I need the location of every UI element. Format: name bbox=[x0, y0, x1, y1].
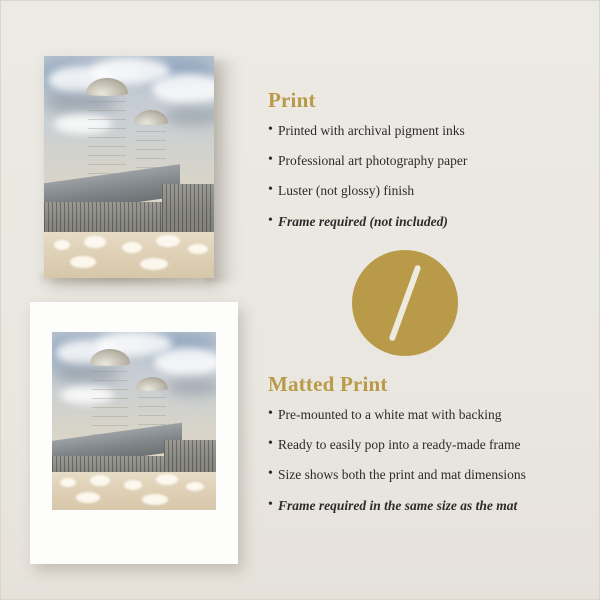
cloud bbox=[164, 106, 214, 126]
list-item-label: Frame required (not included) bbox=[278, 213, 448, 229]
bullet-marker: • bbox=[268, 466, 273, 482]
list-item-label: Luster (not glossy) finish bbox=[278, 183, 415, 199]
list-item-label: Pre-mounted to a white mat with backing bbox=[278, 407, 502, 422]
bullet-marker: • bbox=[268, 406, 273, 421]
silo-large bbox=[88, 92, 126, 184]
matted-print-section-title: Matted Print bbox=[268, 372, 388, 396]
field bbox=[52, 472, 216, 510]
silo-large bbox=[92, 362, 128, 440]
bullet-marker: • bbox=[268, 212, 273, 228]
list-item bbox=[268, 213, 582, 231]
cloud bbox=[166, 378, 216, 396]
bullet-marker: • bbox=[268, 436, 273, 452]
list-item-label: Frame required in the same size as the mat bbox=[278, 497, 518, 513]
bullet-marker: • bbox=[268, 496, 273, 512]
silo-small-dome bbox=[134, 110, 168, 125]
list-item bbox=[268, 182, 582, 200]
cloud bbox=[154, 348, 216, 376]
list-item bbox=[268, 152, 582, 170]
unframed-print-image bbox=[44, 56, 214, 278]
silo-small-dome bbox=[136, 377, 168, 391]
list-item bbox=[268, 436, 582, 454]
list-item bbox=[268, 497, 582, 515]
print-feature-list bbox=[268, 122, 582, 243]
barn-photograph bbox=[44, 56, 214, 278]
matted-print-mount bbox=[30, 302, 238, 564]
bullet-marker: • bbox=[268, 152, 273, 168]
list-item-label: Size shows both the print and mat dimensions bbox=[278, 467, 526, 483]
matted-print-image bbox=[52, 332, 216, 510]
list-item bbox=[268, 406, 582, 424]
list-item bbox=[268, 122, 582, 140]
field bbox=[44, 232, 214, 278]
print-section-title: Print bbox=[268, 88, 316, 112]
barn-photograph bbox=[52, 332, 216, 510]
list-item-label: Printed with archival pigment inks bbox=[278, 123, 465, 138]
bullet-marker: • bbox=[268, 122, 273, 137]
list-item bbox=[268, 466, 582, 484]
bullet-marker: • bbox=[268, 182, 273, 198]
details-column bbox=[264, 0, 582, 600]
list-item-label: Ready to easily pop into a ready-made frame bbox=[278, 437, 521, 453]
list-item-label: Professional art photography paper bbox=[278, 153, 468, 169]
cloud bbox=[152, 74, 214, 104]
matted-print-feature-list bbox=[268, 406, 582, 527]
